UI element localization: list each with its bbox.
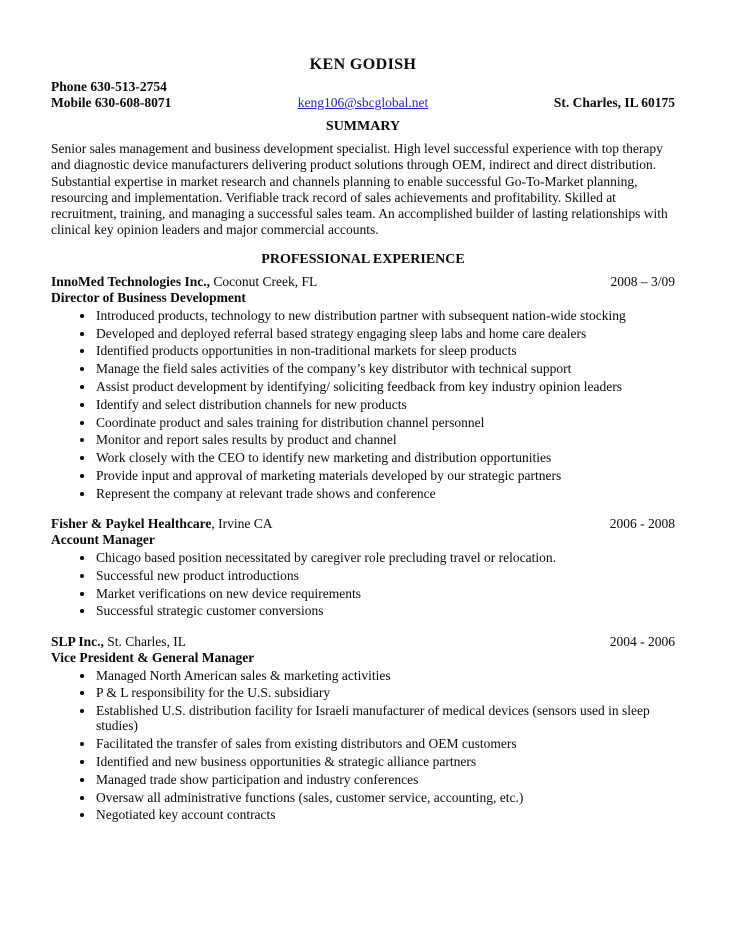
bullet-item: • Developed and deployed referral based strategy engaging sleep labs and home care dealers [95,326,675,341]
candidate-location: St. Charles, IL 60175 [553,95,675,110]
job-location: , Irvine CA [211,515,273,531]
phone-number: Phone 630-513-2754 [51,79,167,94]
job-dates: 2004 - 2006 [609,633,675,649]
bullet-item: • Assist product development by identifying/ soliciting feedback from key industry opinion leaders [95,379,675,394]
bullet-item: • Manage the field sales activities of the company’s key distributor with technical support [95,361,675,376]
job-block-fisher-paykel [51,516,675,619]
job-company-line [51,516,272,533]
bullet-item: • Managed North American sales & marketing activities [95,668,675,683]
job-block-innomed [51,274,675,501]
bullet-item: • Represent the company at relevant trade shows and conference [95,486,675,501]
bullet-list [51,308,675,501]
bullet-item: • Chicago based position necessitated by caregiver role precluding travel or relocation. [95,550,675,565]
bullet-item: • Successful new product introductions [95,568,675,583]
job-company-line [51,274,317,291]
bullet-item: • Successful strategic customer conversions [95,603,675,618]
job-title: Director of Business Development [51,290,246,306]
candidate-name: KEN GODISH [309,56,417,73]
company-name: InnoMed Technologies Inc., [51,273,211,289]
email-link[interactable]: keng106@sbcglobal.net [297,95,429,110]
job-dates: 2008 – 3/09 [610,273,675,289]
bullet-item: • Introduced products, technology to new distribution partner with subsequent nation-wide stocking [95,308,675,323]
bullet-item: • Facilitated the transfer of sales from existing distributors and OEM customers [95,736,675,751]
bullet-item: • P & L responsibility for the U.S. subsidiary [95,685,675,700]
bullet-item: • Oversaw all administrative functions (sales, customer service, accounting, etc.) [95,790,675,805]
contact-row-mobile [51,95,675,111]
job-title: Account Manager [51,532,155,548]
company-name: Fisher & Paykel Healthcare [51,515,212,531]
summary-heading: SUMMARY [325,119,401,134]
mobile-number: Mobile 630-608-8071 [51,95,172,110]
bullet-item: • Monitor and report sales results by product and channel [95,432,675,447]
job-location: Coconut Creek, FL [210,273,318,289]
bullet-item: • Work closely with the CEO to identify new marketing and distribution opportunities [95,450,675,465]
job-header [51,274,675,291]
job-location: St. Charles, IL [103,633,187,649]
bullet-item: • Coordinate product and sales training for distribution channel personnel [95,415,675,430]
job-header [51,516,675,533]
job-header [51,634,675,651]
bullet-list [51,550,675,619]
bullet-item: • Negotiated key account contracts [95,807,675,822]
bullet-item: • Identified products opportunities in non-traditional markets for sleep products [95,343,675,358]
contact-row-phone [51,79,675,95]
bullet-item: • Provide input and approval of marketing materials developed by our strategic partners [95,468,675,483]
job-block-slp [51,634,675,823]
bullet-list [51,668,675,823]
experience-heading: PROFESSIONAL EXPERIENCE [261,251,465,267]
bullet-item: • Managed trade show participation and industry conferences [95,772,675,787]
job-company-line [51,634,186,651]
bullet-item: • Established U.S. distribution facility for Israeli manufacturer of medical devices (sensors used in sleep studies) [95,703,675,733]
bullet-item: • Identify and select distribution channels for new products [95,397,675,412]
job-dates: 2006 - 2008 [609,515,675,531]
summary-text: Senior sales management and business development specialist. High level successful experience with top therapy and diagnostic device manufacturers delivering product solutions through OEM, indirect and direct distribution. Substantial expertise in market research and channels planning to enable successful Go-To-Market planning, resourcing and implementation. Verifiable track record of sales achievements and profitability. Skilled at recruitment, training, and managing a successful sales team. An accomplished builder of lasting relationships with clinical key opinion leaders and major commercial accounts. [51,141,668,238]
job-title: Vice President & General Manager [51,650,255,666]
company-name: SLP Inc., [51,633,104,649]
bullet-item: • Market verifications on new device requirements [95,586,675,601]
bullet-item: • Identified and new business opportunities & strategic alliance partners [95,754,675,769]
